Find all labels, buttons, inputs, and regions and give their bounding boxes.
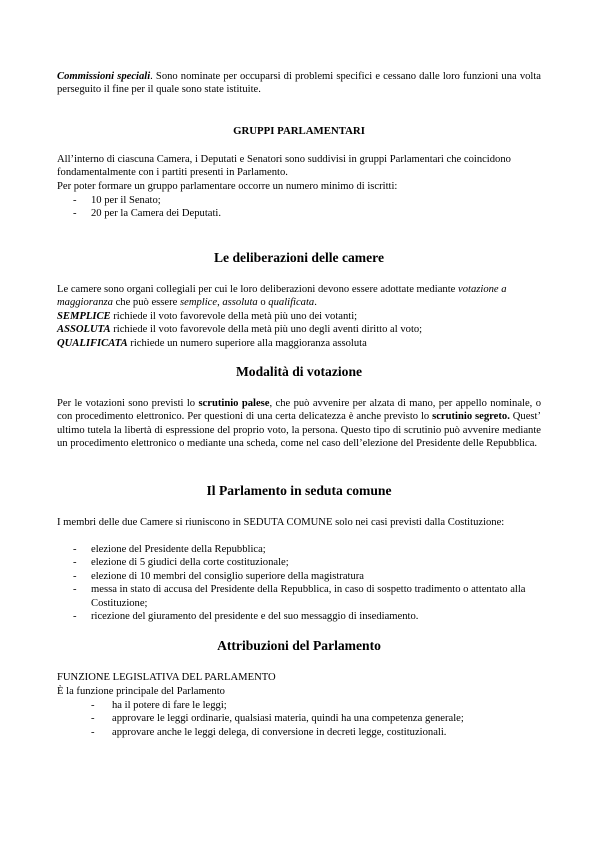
list-item: - 10 per il Senato; <box>57 194 541 207</box>
attribuzioni-subheading: FUNZIONE LEGISLATIVA DEL PARLAMENTO <box>57 672 276 683</box>
text-span-italic: assoluta <box>222 297 258 309</box>
commissioni-paragraph <box>57 70 541 97</box>
assoluta-definition <box>57 323 541 336</box>
semplice-term: SEMPLICE <box>57 311 111 322</box>
list-item: - elezione di 10 membri del consiglio superiore della magistratura <box>57 570 541 583</box>
seduta-heading: Il Parlamento in seduta comune <box>206 483 392 498</box>
gruppi-paragraph-1: All’interno di ciascuna Camera, i Deputati e Senatori sono suddivisi in gruppi Parlamentari che coincidono fondamentalmente con i partiti presenti in Parlamento. <box>57 154 511 179</box>
text-span: Quest’ ultimo tutela la libertà di espressione del proprio voto, la persona. Questo tipo di scrutinio può avvenire mediante un procedimento elettronico o mediante una scheda, come nel caso dell’elezione del Presidente delle Repubblica. <box>57 411 541 450</box>
attribuzioni-intro: È la funzione principale del Parlamento <box>57 686 225 697</box>
attribuzioni-list <box>57 699 541 739</box>
text-span-italic: qualificata <box>268 297 315 309</box>
text-span: Le camere sono organi collegiali per cui le loro deliberazioni devono essere adottate mediante <box>57 284 459 295</box>
text-span: Per le votazioni sono previsti lo <box>57 398 199 409</box>
deliberazioni-heading: Le deliberazioni delle camere <box>213 250 384 265</box>
text-span-bold: scrutinio palese <box>198 398 270 409</box>
commissioni-term: Commissioni speciali <box>57 71 151 82</box>
commissioni-text: . Sono nominate per occuparsi di problemi specifici e cessano dalle loro funzioni una volta perseguito il fine per il quale sono state istituite. <box>57 71 542 96</box>
list-item: - ricezione del giuramento del presidente e del suo messaggio di insediamento. <box>57 610 541 623</box>
deliberazioni-intro <box>57 283 541 310</box>
votazione-paragraph <box>57 397 541 451</box>
list-item: - elezione del Presidente della Repubblica; <box>57 543 541 556</box>
list-item: - elezione di 5 giudici della corte costituzionale; <box>57 556 541 569</box>
gruppi-list <box>57 194 541 221</box>
list-item: - messa in stato di accusa del Presidente della Repubblica, in caso di sospetto tradimento o attentato alla Costituzione; <box>57 583 541 610</box>
semplice-text: richiede il voto favorevole della metà più uno dei votanti; <box>110 311 358 322</box>
list-item: - approvare anche le leggi delega, di conversione in decreti legge, costituzionali. <box>57 726 541 739</box>
qualificata-text: richiede un numero superiore alla maggioranza assoluta <box>127 338 367 349</box>
assoluta-text: richiede il voto favorevole della metà più uno degli aventi diritto al voto; <box>110 324 423 335</box>
text-span: o <box>257 297 269 309</box>
text-span-bold: scrutinio segreto. <box>432 411 510 423</box>
text-span: , che può avvenire per alzata di mano, per appello nominale, o con procedimento elettronico. Per questioni di una certa delicatezza è anche previsto lo <box>57 398 541 423</box>
attribuzioni-heading: Attribuzioni del Parlamento <box>217 638 381 653</box>
seduta-list <box>57 543 541 623</box>
text-span: , <box>217 297 223 309</box>
text-span: che può essere <box>112 297 180 309</box>
seduta-intro: I membri delle due Camere si riuniscono in SEDUTA COMUNE solo nei casi previsti dalla Costituzione: <box>57 517 505 528</box>
list-item: - ha il potere di fare le leggi; <box>57 699 541 712</box>
qualificata-term: QUALIFICATA <box>57 338 128 349</box>
text-span: . <box>314 297 317 309</box>
text-span-italic: votazione a maggioranza <box>57 284 507 309</box>
semplice-definition <box>57 310 541 323</box>
gruppi-heading: GRUPPI PARLAMENTARI <box>233 125 365 137</box>
list-item: - 20 per la Camera dei Deputati. <box>57 207 541 220</box>
list-item: - approvare le leggi ordinarie, qualsiasi materia, quindi ha una competenza generale; <box>57 712 541 725</box>
gruppi-paragraph-2: Per poter formare un gruppo parlamentare occorre un numero minimo di iscritti: <box>57 181 398 192</box>
qualificata-definition <box>57 337 541 350</box>
text-span-italic: semplice <box>180 297 218 309</box>
votazione-heading: Modalità di votazione <box>235 364 363 379</box>
assoluta-term: ASSOLUTA <box>57 324 111 335</box>
